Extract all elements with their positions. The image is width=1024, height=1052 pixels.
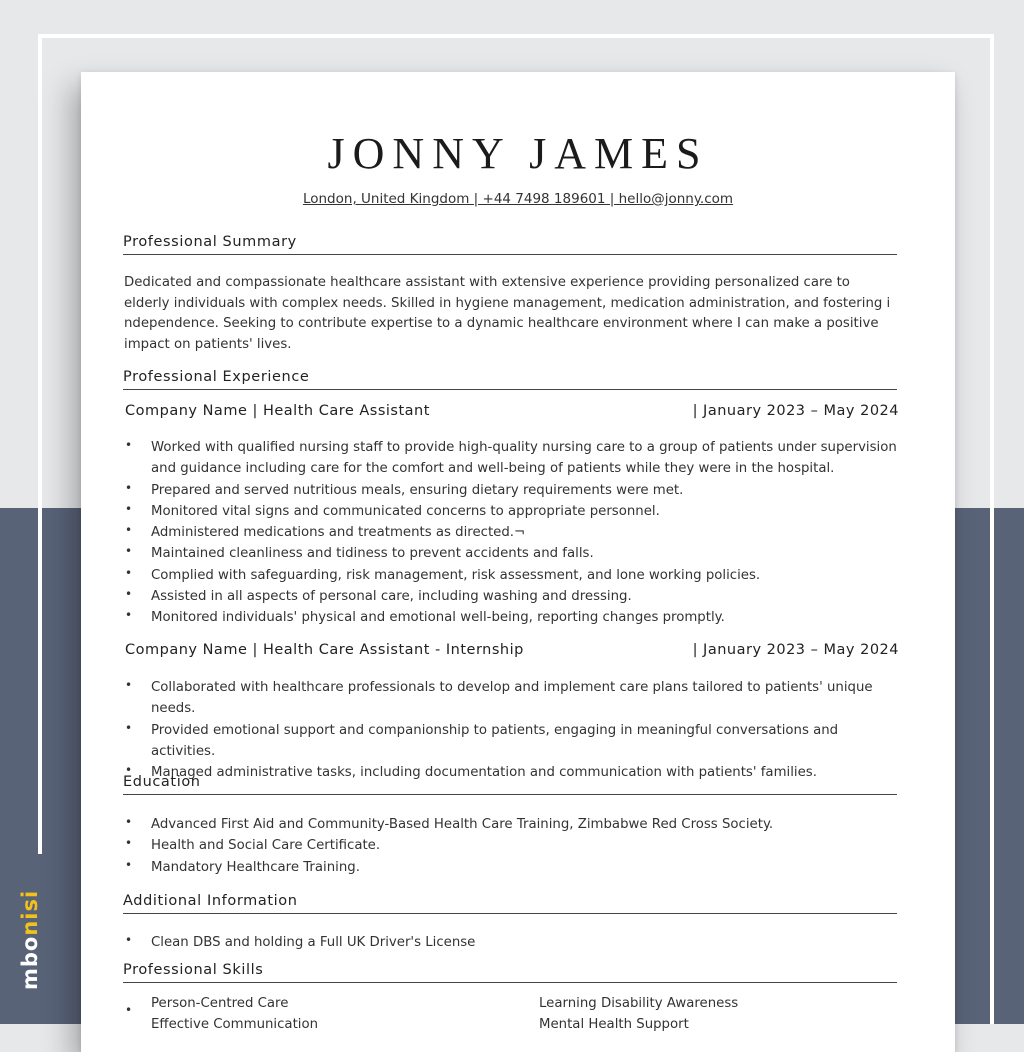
skill-item: Person-Centred Care (151, 996, 289, 1011)
resume-name: JONNY JAMES (327, 129, 709, 178)
summary-text: Dedicated and compassionate healthcare assistant with extensive experience providing personalized care to elderly individuals with complex needs. Skilled in hygiene management, medication administration, and fostering i ndependence. Seeking to contribute expertise to a dynamic healthcare environment where I can make a positive impact on patients' lives. (124, 275, 891, 352)
education-list (125, 814, 903, 878)
list-item: • Advanced First Aid and Community-Based Health Care Training, Zimbabwe Red Cross Society. (125, 814, 903, 835)
skills-column-2 (539, 993, 738, 1035)
skill-item: Learning Disability Awareness (539, 996, 739, 1011)
list-item: • Health and Social Care Certificate. (125, 835, 903, 856)
job-1-title: Company Name | Health Care Assistant (125, 403, 430, 419)
frame-line-right (990, 34, 994, 1024)
list-item: • Provided emotional support and companionship to patients, engaging in meaningful conversations and activities. (125, 720, 903, 763)
list-item: • Administered medications and treatments as directed.¬ (125, 522, 903, 543)
resume-page (81, 72, 955, 1052)
education-heading: Education (123, 774, 897, 795)
skill-item: Mental Health Support (539, 1017, 689, 1032)
job-2-title: Company Name | Health Care Assistant - Internship (125, 642, 524, 658)
list-item: • Assisted in all aspects of personal care, including washing and dressing. (125, 586, 903, 607)
skills-column-1 (151, 993, 318, 1035)
list-item: • Collaborated with healthcare professionals to develop and implement care plans tailored to patients' unique needs. (125, 677, 903, 720)
list-item: • Mandatory Healthcare Training. (125, 857, 903, 878)
additional-heading: Additional Information (123, 893, 897, 914)
frame-line-left (38, 34, 42, 854)
job-1-bullets (125, 437, 903, 629)
job-2-bullets (125, 677, 903, 783)
list-item: • Maintained cleanliness and tidiness to prevent accidents and falls. (125, 543, 903, 564)
experience-heading: Professional Experience (123, 369, 897, 390)
skills-heading: Professional Skills (123, 962, 897, 983)
list-item: • Worked with qualified nursing staff to provide high-quality nursing care to a group of patients under supervision and guidance including care for the comfort and well-being of patients while they were in the hospital. (125, 437, 903, 480)
summary-heading: Professional Summary (123, 234, 897, 255)
list-item: • Complied with safeguarding, risk management, risk assessment, and lone working policies. (125, 565, 903, 586)
brand-logo: mbonisi (18, 889, 42, 990)
contact-line: London, United Kingdom | +44 7498 189601 | hello@jonny.com (302, 191, 734, 207)
list-item: • Managed administrative tasks, including documentation and communication with patients' families. (125, 762, 903, 783)
bullet-dot: • (125, 1003, 133, 1017)
list-item: • Prepared and served nutritious meals, ensuring dietary requirements were met. (125, 480, 903, 501)
job-2-header (125, 642, 899, 658)
skill-item: Effective Communication (151, 1017, 319, 1032)
frame-line-top (38, 34, 994, 38)
job-1-dates: | January 2023 – May 2024 (692, 403, 899, 419)
list-item: • Monitored vital signs and communicated concerns to appropriate personnel. (125, 501, 903, 522)
list-item: • Clean DBS and holding a Full UK Driver's License (125, 932, 903, 953)
list-item: • Monitored individuals' physical and emotional well-being, reporting changes promptly. (125, 607, 903, 628)
additional-list (125, 932, 903, 953)
job-1-header (125, 403, 899, 419)
job-2-dates: | January 2023 – May 2024 (692, 642, 899, 658)
